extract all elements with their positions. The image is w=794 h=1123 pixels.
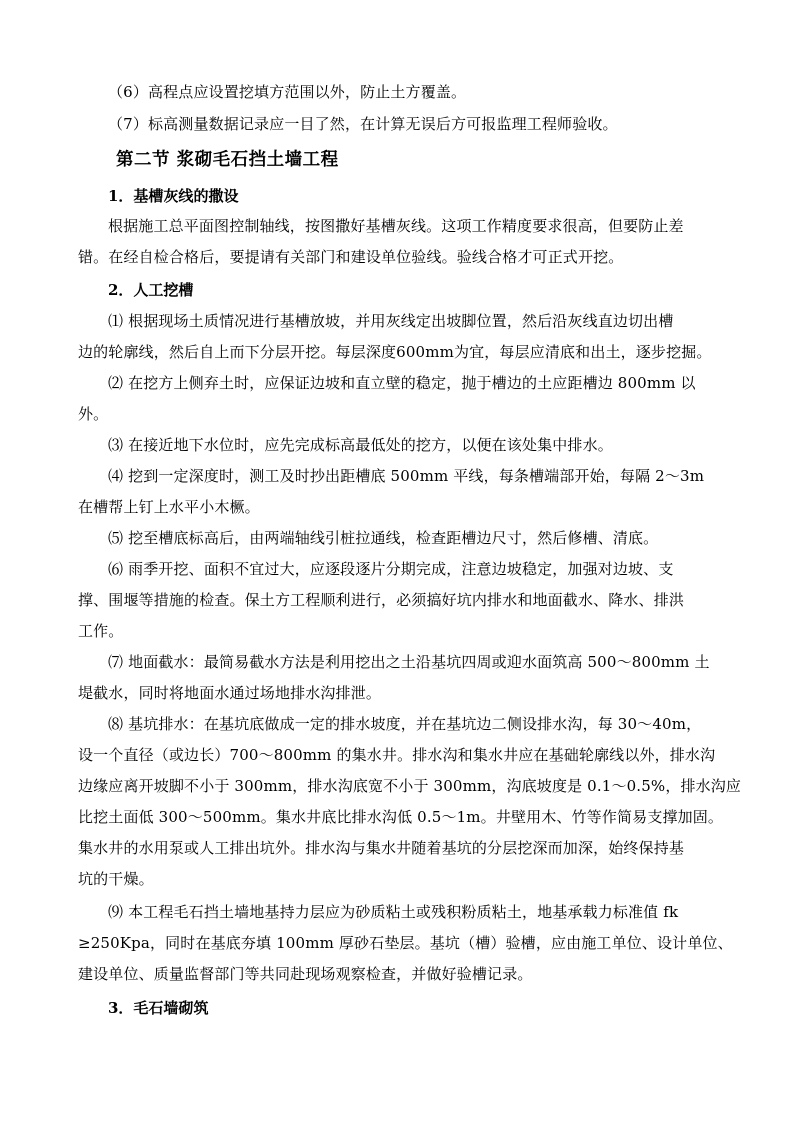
paragraph-line: 撑、围堰等措施的检查。保土方工程顺利进行，必须搞好坑内排水和地面截水、降水、排洪 [78,591,685,609]
subsection-heading: 2．人工挖槽 [108,281,194,299]
paragraph-line: 集水井的水用泵或人工排出坑外。排水沟与集水井随着基坑的分层挖深而加深，始终保持基 [78,839,685,857]
paragraph-line: 设一个直径（或边长）700～800mm 的集水井。排水沟和集水井应在基础轮廓线以外，排水沟 [78,746,716,764]
subsection-heading: 1．基槽灰线的撒设 [108,187,239,205]
paragraph-line: 建设单位、质量监督部门等共同赴现场观察检查，并做好验槽记录。 [78,965,533,983]
paragraph-line: 根据施工总平面图控制轴线，按图撒好基槽灰线。这项工作精度要求很高，但要防止差 [108,217,684,235]
section-title: 第二节 浆砌毛石挡土墙工程 [116,150,339,170]
paragraph-line: 外。 [78,405,109,423]
subsection-heading: 3．毛石墙砌筑 [108,999,209,1017]
paragraph-line: 错。在经自检合格后，要提请有关部门和建设单位验线。验线合格才可正式开挖。 [78,248,624,266]
paragraph-line: 工作。 [78,622,124,640]
paragraph-line: 堤截水，同时将地面水通过场地排水沟排泄。 [78,684,382,702]
paragraph-line: ⑷ 挖到一定深度时，测工及时抄出距槽底 500mm 平线，每条槽端部开始，每隔 2～3m [108,467,705,485]
paragraph-line: ⑻ 基坑排水：在基坑底做成一定的排水坡度，并在基坑边二侧设排水沟，每 30～40m， [108,715,702,733]
paragraph-line: 坑的干燥。 [78,870,154,888]
text-line: （6）高程点应设置挖填方范围以外，防止土方覆盖。 [108,83,467,101]
text-line: （7）标高测量数据记录应一目了然，在计算无误后方可报监理工程师验收。 [108,115,618,133]
paragraph-line: ⑵ 在挖方上侧弃土时，应保证边坡和直立壁的稳定，抛于槽边的土应距槽边 800mm 以 [108,374,696,392]
paragraph-line: ⑴ 根据现场土质情况进行基槽放坡，并用灰线定出坡脚位置，然后沿灰线直边切出槽 [108,312,674,330]
paragraph-line: ⑼ 本工程毛石挡土墙地基持力层应为砂质粘土或残积粉质粘土，地基承载力标准值 fk [108,903,679,921]
paragraph-line: 边的轮廓线，然后自上而下分层开挖。每层深度600mm为宜，每层应清底和出土，逐步挖掘。 [78,343,712,361]
paragraph-line: ⑶ 在接近地下水位时，应先完成标高最低处的挖方，以便在该处集中排水。 [108,436,613,454]
paragraph-line: 边缘应离开坡脚不小于 300mm，排水沟底宽不小于 300mm，沟底坡度是 0.1～0.5%，排水沟应 [78,777,742,795]
paragraph-line: ≥250Kpa，同时在基底夯填 100mm 厚砂石垫层。基坑（槽）验槽，应由施工单位、设计单位、 [78,934,733,952]
paragraph-line: 在槽帮上钉上水平小木橛。 [78,498,260,516]
paragraph-line: 比挖土面低 300～500mm。集水井底比排水沟低 0.5～1m。井壁用木、竹等作简易支撑加固。 [78,808,724,826]
paragraph-line: ⑺ 地面截水：最简易截水方法是利用挖出之土沿基坑四周或迎水面筑高 500～800mm 土 [108,653,710,671]
paragraph-line: ⑸ 挖至槽底标高后，由两端轴线引桩拉通线，检查距槽边尺寸，然后修槽、清底。 [108,529,659,547]
paragraph-line: ⑹ 雨季开挖、面积不宜过大，应逐段逐片分期完成，注意边坡稳定，加强对边坡、支 [108,560,674,578]
